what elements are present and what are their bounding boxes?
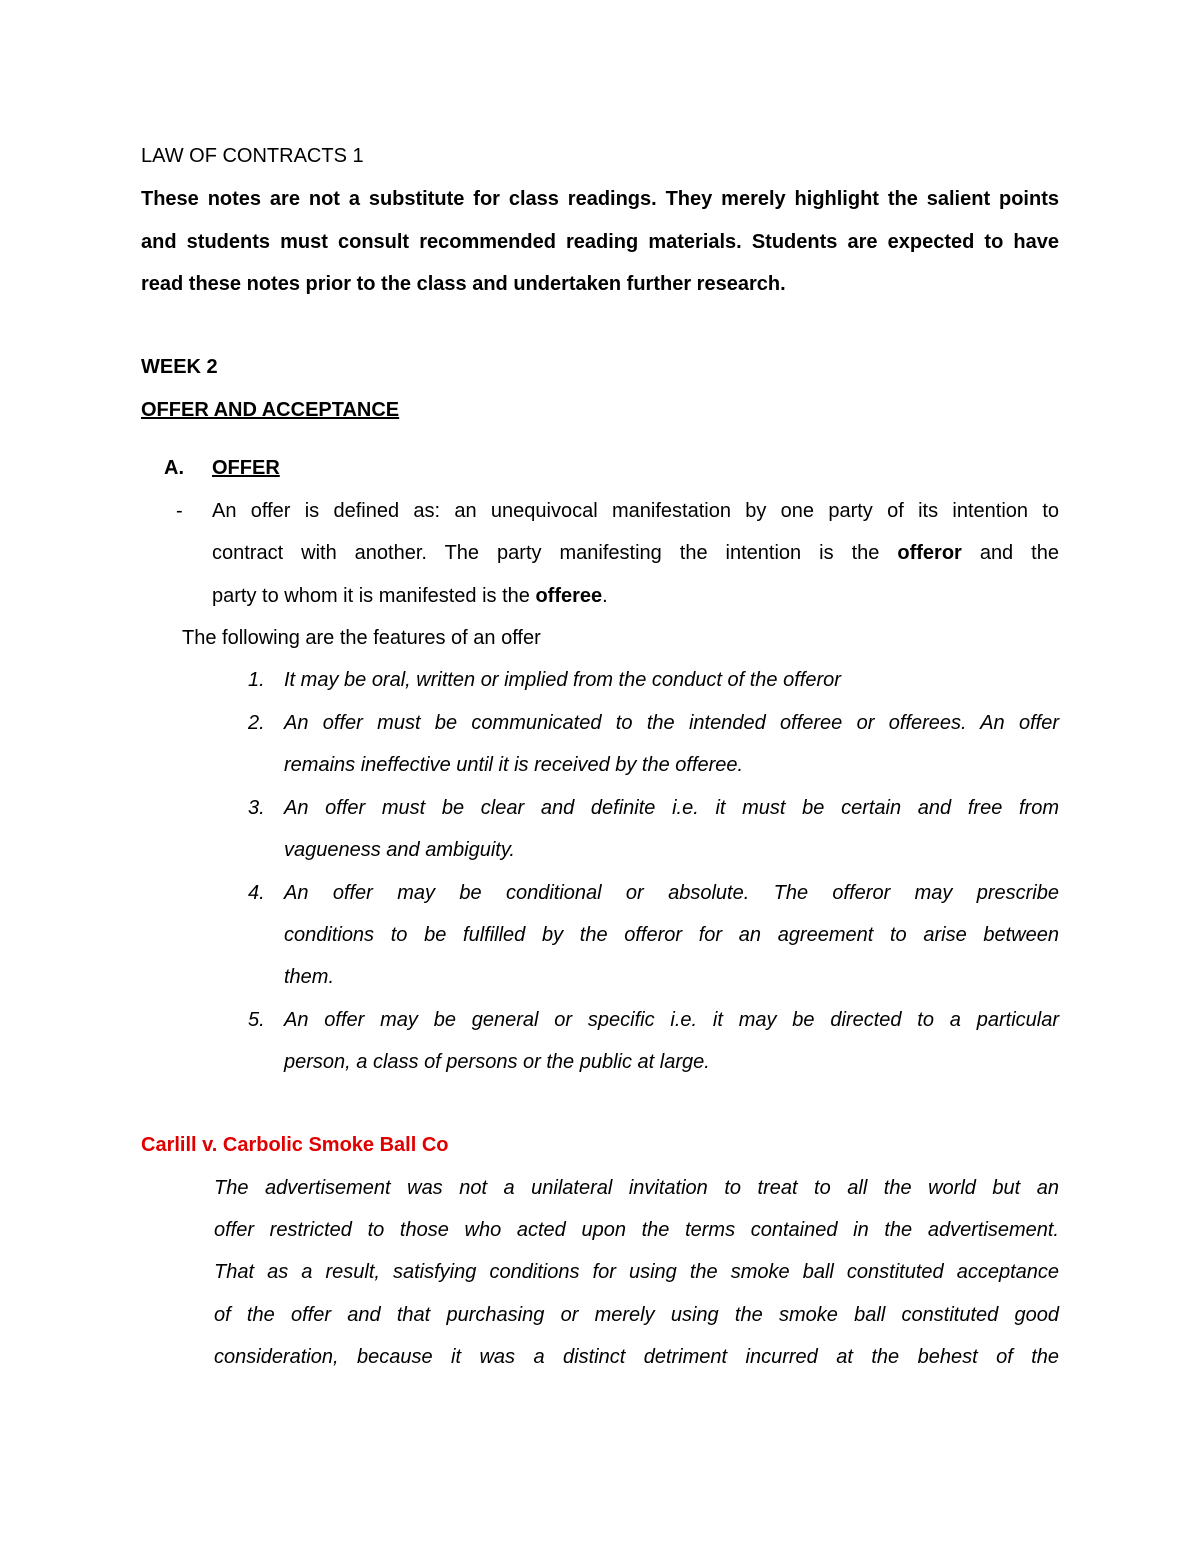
feature-2-number: 2. [248, 712, 265, 734]
definition-line-2: contract with another. The party manifesting the intention is the offeror and the [212, 542, 1059, 564]
case-line-1: The advertisement was not a unilateral invitation to treat to all the world but an [214, 1177, 1059, 1199]
document-title: LAW OF CONTRACTS 1 [141, 145, 364, 167]
case-line-5: consideration, because it was a distinct detriment incurred at the behest of the [214, 1346, 1059, 1368]
section-letter: A. [164, 457, 184, 479]
feature-3-line-1: An offer must be clear and definite i.e. it must be certain and free from [284, 797, 1059, 819]
feature-5-line-1: An offer may be general or specific i.e. it may be directed to a particular [284, 1009, 1059, 1031]
topic-heading: OFFER AND ACCEPTANCE [141, 399, 400, 421]
intro-line-3: read these notes prior to the class and undertaken further research. [141, 273, 786, 295]
features-intro: The following are the features of an offer [182, 627, 541, 649]
case-title: Carlill v. Carbolic Smoke Ball Co [141, 1134, 449, 1156]
feature-3-line-2: vagueness and ambiguity. [284, 839, 515, 861]
case-line-3: That as a result, satisfying conditions for using the smoke ball constituted acceptance [214, 1261, 1059, 1283]
feature-4-line-1: An offer may be conditional or absolute. The offeror may prescribe [284, 882, 1059, 904]
feature-4-line-2: conditions to be fulfilled by the offeror for an agreement to arise between [284, 924, 1059, 946]
week-heading: WEEK 2 [141, 356, 218, 378]
feature-1-number: 1. [248, 669, 265, 691]
feature-4-line-3: them. [284, 966, 335, 988]
feature-4-number: 4. [248, 882, 265, 904]
feature-1-line-1: It may be oral, written or implied from the conduct of the offeror [284, 669, 841, 691]
feature-2-line-2: remains ineffective until it is received by the offeree. [284, 754, 744, 776]
intro-line-2: and students must consult recommended reading materials. Students are expected to have [141, 231, 1059, 253]
intro-line-1: These notes are not a substitute for class readings. They merely highlight the salient points [141, 188, 1059, 210]
feature-5-number: 5. [248, 1009, 265, 1031]
feature-3-number: 3. [248, 797, 265, 819]
case-line-2: offer restricted to those who acted upon the terms contained in the advertisement. [214, 1219, 1059, 1241]
feature-5-line-2: person, a class of persons or the public at large. [284, 1051, 710, 1073]
offeror-term: offeror [897, 542, 962, 564]
offeree-term: offeree [535, 585, 603, 607]
section-heading: OFFER [212, 457, 280, 479]
definition-line-3: party to whom it is manifested is the offeree. [212, 585, 608, 607]
definition-line-1: An offer is defined as: an unequivocal manifestation by one party of its intention to [212, 500, 1059, 522]
case-line-4: of the offer and that purchasing or merely using the smoke ball constituted good [214, 1304, 1059, 1326]
feature-2-line-1: An offer must be communicated to the intended offeree or offerees. An offer [284, 712, 1059, 734]
definition-dash: - [176, 500, 183, 522]
